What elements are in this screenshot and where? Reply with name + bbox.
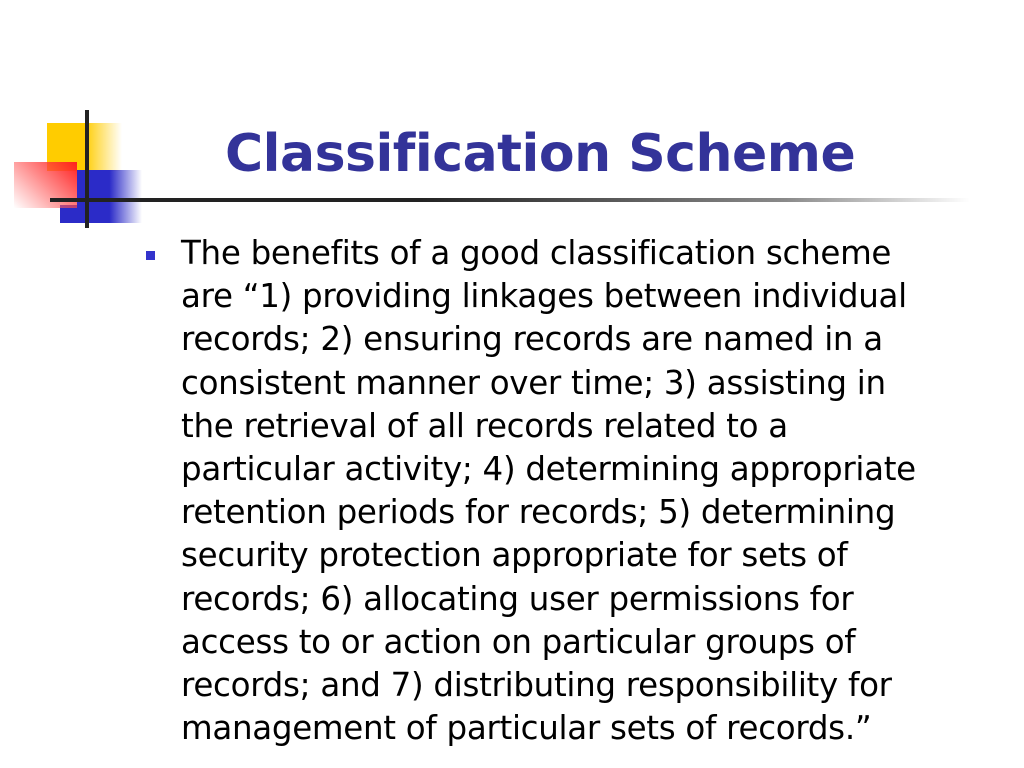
- bullet-square-icon: [146, 251, 155, 260]
- text-line: access to or action on particular groups of: [181, 622, 856, 661]
- title-underline-divider: [50, 198, 970, 202]
- text-line: security protection appropriate for sets of: [181, 536, 848, 575]
- text-line: records; 2) ensuring records are named in a: [181, 320, 883, 359]
- text-line: consistent manner over time; 3) assisting in: [181, 363, 886, 402]
- text-line: are “1) providing linkages between individual: [181, 277, 907, 316]
- text-line: management of particular sets of records.”: [181, 709, 872, 748]
- slide-title: Classification Scheme: [225, 124, 856, 184]
- text-line: the retrieval of all records related to a: [181, 406, 788, 445]
- text-line: records; and 7) distributing responsibility for: [181, 666, 892, 705]
- bullet-text: [181, 232, 1001, 750]
- text-line: retention periods for records; 5) determining: [181, 493, 896, 532]
- text-line: The benefits of a good classification scheme: [181, 234, 892, 272]
- text-line: particular activity; 4) determining appropriate: [181, 450, 916, 489]
- decorative-vertical-line: [85, 110, 89, 228]
- text-line: records; 6) allocating user permissions for: [181, 579, 854, 618]
